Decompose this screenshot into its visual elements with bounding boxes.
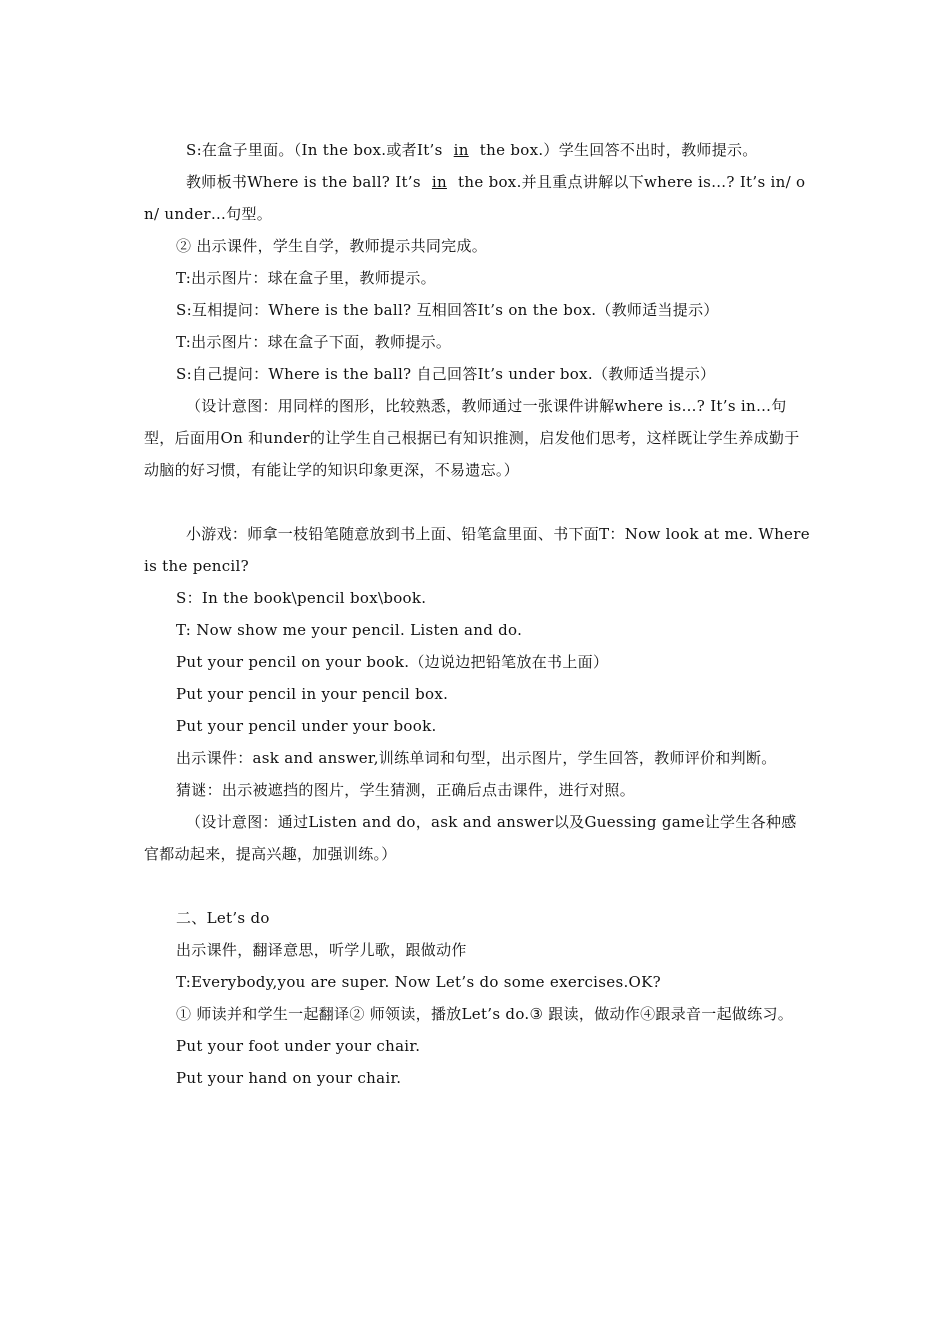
paragraph-foot-under-chair: Put your foot under your chair. — [176, 1037, 421, 1055]
spacer — [144, 870, 810, 902]
paragraph-pencil-under-book: Put your pencil under your book. — [176, 717, 437, 735]
paragraph-teacher-picture-under: T:出示图片：球在盒子下面，教师提示。 — [176, 333, 452, 351]
paragraph-pencil-in-box: Put your pencil in your pencil box. — [176, 685, 449, 703]
paragraph-hand-on-chair: Put your hand on your chair. — [176, 1069, 402, 1087]
paragraph-steps: ① 师读并和学生一起翻译② 师领读，播放Let’s do.③ 跟读，做动作④跟录音一起做练习。 — [176, 1005, 794, 1023]
paragraph-student-self-ask: S:自己提问：Where is the ball? 自己回答It’s under box.（教师适当提示） — [176, 365, 716, 383]
paragraph-ask-and-answer: 出示课件：ask and answer,训练单词和句型，出示图片，学生回答，教师评价和判断。 — [176, 749, 777, 767]
section-heading-lets-do: 二、Let’s do — [176, 909, 270, 927]
paragraph-design-intent-2: （设计意图：通过Listen and do，ask and answer以及Guessing game让学生各种感官都动起来，提高兴趣，加强训练。） — [144, 813, 797, 863]
paragraph-teacher-show-pencil: T: Now show me your pencil. Listen and do. — [176, 621, 523, 639]
spacer — [144, 486, 810, 518]
underlined-word-in-2: in — [431, 173, 447, 191]
paragraph-design-intent-1: （设计意图：用同样的图形，比较熟悉，教师通过一张课件讲解where is…? It’s in…句型，后面用On 和under的让学生自己根据已有知识推测，启发他们思考，这样既让学生养成勤于动脑的好习惯，有能让学的知识印象更深，不易遗忘。） — [144, 397, 800, 479]
document-body — [144, 134, 810, 1094]
underlined-word-in: in — [453, 141, 469, 159]
paragraph-teacher-picture-in: T:出示图片：球在盒子里，教师提示。 — [176, 269, 436, 287]
paragraph-courseware-self-study: ② 出示课件，学生自学，教师提示共同完成。 — [176, 237, 488, 255]
paragraph-student-book-answer: S：In the book\pencil box\book. — [176, 589, 427, 607]
paragraph-mini-game: 小游戏：师拿一枝铅笔随意放到书上面、铅笔盒里面、书下面T：Now look at me. Where is the pencil? — [144, 525, 810, 575]
paragraph-student-answer-in-box: S:在盒子里面。（In the box.或者It’s in the box.）学生回答不出时，教师提示。 — [186, 141, 758, 159]
paragraph-teacher-board: 教师板书Where is the ball? It’s in the box.并且重点讲解以下where is…? It’s in/ on/ under…句型。 — [144, 173, 806, 223]
paragraph-student-ask-each-other: S:互相提问：Where is the ball? 互相回答It’s on the box.（教师适当提示） — [176, 301, 719, 319]
paragraph-guessing: 猜谜：出示被遮挡的图片，学生猜测，正确后点击课件，进行对照。 — [176, 781, 636, 799]
paragraph-courseware-rhyme: 出示课件，翻译意思，听学儿歌，跟做动作 — [176, 941, 467, 959]
paragraph-teacher-exercises: T:Everybody,you are super. Now Let’s do some exercises.OK? — [176, 973, 661, 991]
paragraph-pencil-on-book: Put your pencil on your book.（边说边把铅笔放在书上面） — [176, 653, 609, 671]
